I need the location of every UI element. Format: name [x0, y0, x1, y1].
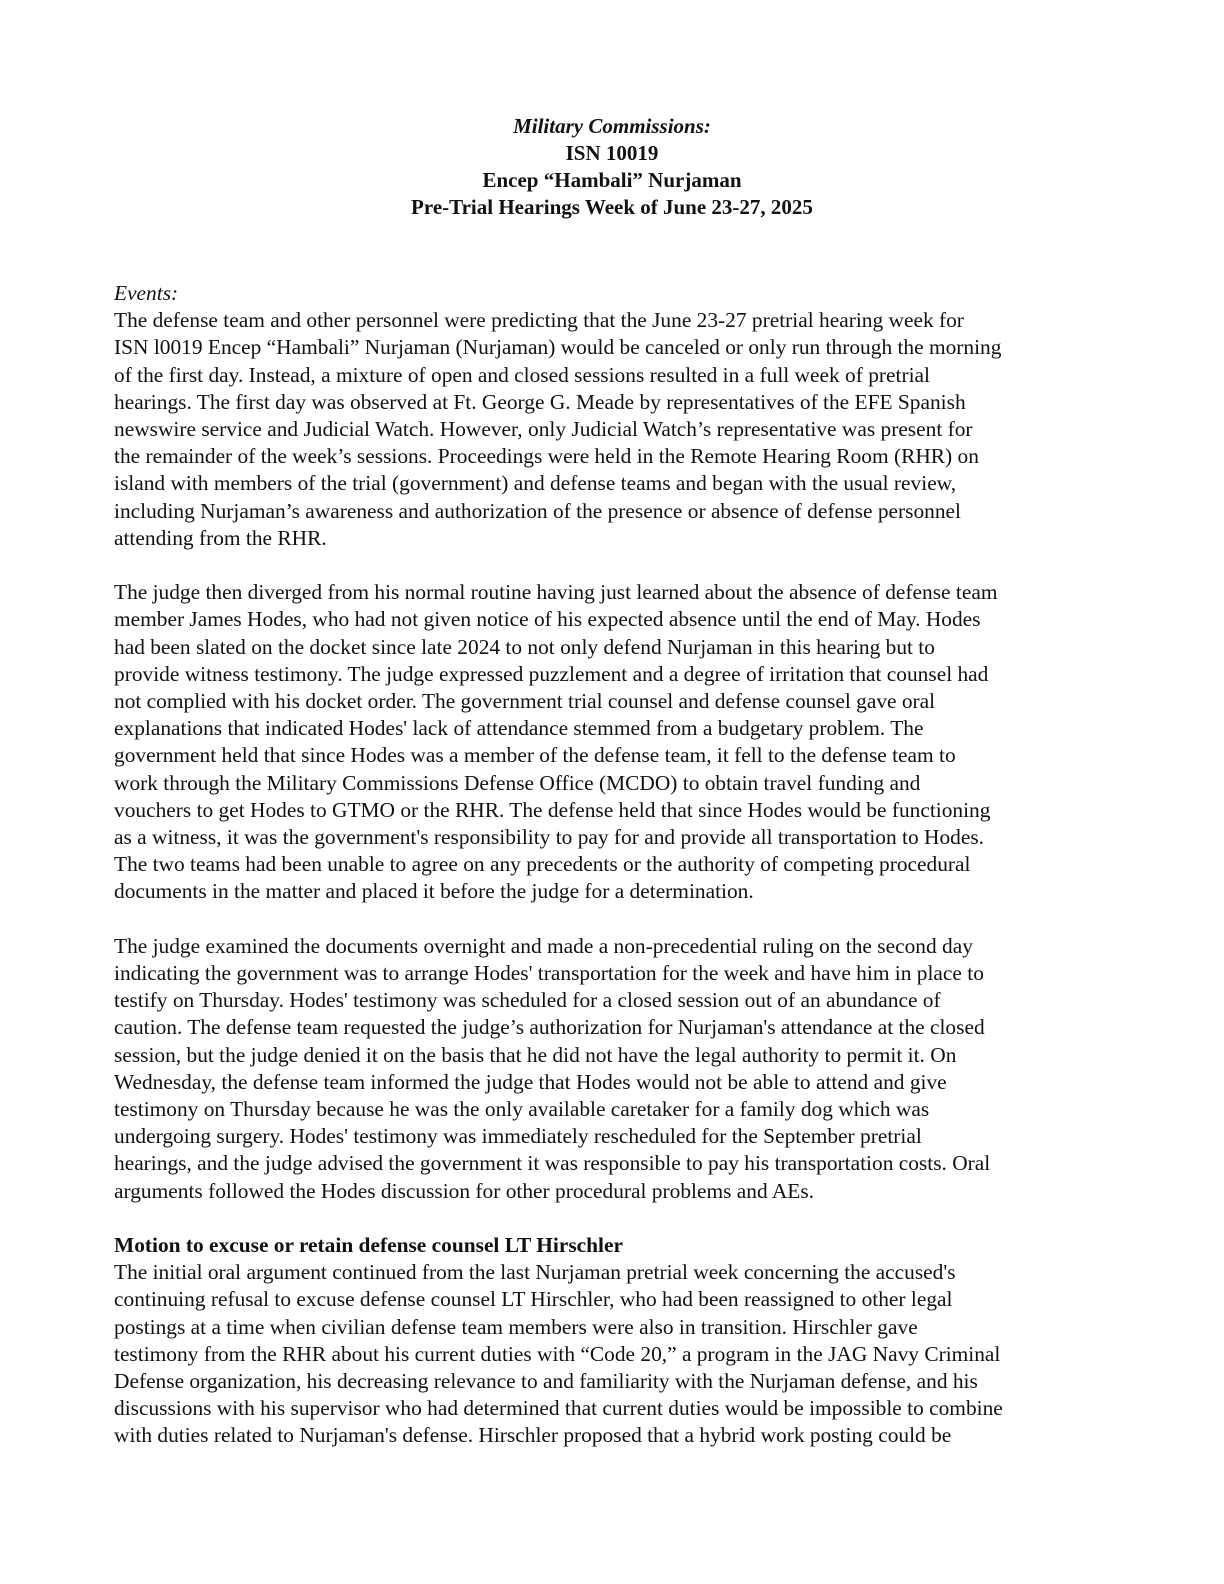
paragraph-line: had been slated on the docket since late 2024 to not only defend Nurjaman in this hearing but to — [114, 634, 935, 659]
paragraph-line: hearings. The first day was observed at Ft. George G. Meade by representatives of the EFE Spanish — [114, 389, 966, 414]
paragraph-line: with duties related to Nurjaman's defense. Hirschler proposed that a hybrid work posting could be — [114, 1423, 952, 1448]
header-line-2: ISN 10019 — [565, 141, 659, 165]
paragraph-line: explanations that indicated Hodes' lack of attendance stemmed from a budgetary problem. The — [114, 716, 924, 741]
paragraph-line: work through the Military Commissions Defense Office (MCDO) to obtain travel funding and — [114, 770, 921, 795]
document-body — [114, 280, 1114, 1450]
paragraph-line: The judge then diverged from his normal routine having just learned about the absence of defense team — [114, 580, 998, 605]
paragraph-line: postings at a time when civilian defense team members were also in transition. Hirschler gave — [114, 1314, 918, 1339]
paragraph-line: as a witness, it was the government's responsibility to pay for and provide all transportation to Hodes. — [114, 825, 985, 850]
paragraph-line: member James Hodes, who had not given notice of his expected absence until the end of May. Hodes — [114, 607, 981, 632]
paragraph-3 — [114, 933, 1114, 1205]
paragraph-gap — [114, 906, 1114, 933]
paragraph-line: testimony from the RHR about his current duties with “Code 20,” a program in the JAG Navy Criminal — [114, 1341, 1001, 1366]
paragraph-gap — [114, 1205, 1114, 1232]
paragraph-line: attending from the RHR. — [114, 525, 327, 550]
paragraph-line: of the first day. Instead, a mixture of open and closed sessions resulted in a full week of pretrial — [114, 362, 930, 387]
paragraph-line: ISN l0019 Encep “Hambali” Nurjaman (Nurjaman) would be canceled or only run through the morning — [114, 335, 1002, 360]
paragraph-line: undergoing surgery. Hodes' testimony was immediately rescheduled for the September pretrial — [114, 1124, 922, 1149]
paragraph-line: Defense organization, his decreasing relevance to and familiarity with the Nurjaman defense, and his — [114, 1369, 978, 1394]
paragraph-line: The two teams had been unable to agree on any precedents or the authority of competing procedural — [114, 852, 971, 877]
paragraph-line: arguments followed the Hodes discussion for other procedural problems and AEs. — [114, 1178, 814, 1203]
paragraph-line: indicating the government was to arrange Hodes' transportation for the week and have him in place to — [114, 961, 984, 986]
paragraph-gap — [114, 552, 1114, 579]
paragraph-line: including Nurjaman’s awareness and authorization of the presence or absence of defense personnel — [114, 498, 961, 523]
paragraph-line: continuing refusal to excuse defense counsel LT Hirschler, who had been reassigned to other legal — [114, 1287, 953, 1312]
paragraph-line: hearings, and the judge advised the government it was responsible to pay his transportation costs. Oral — [114, 1151, 991, 1176]
paragraph-line: The defense team and other personnel were predicting that the June 23-27 pretrial hearing week for — [114, 308, 964, 333]
paragraph-line: testimony on Thursday because he was the only available caretaker for a family dog which was — [114, 1097, 930, 1122]
paragraph-line: government held that since Hodes was a member of the defense team, it fell to the defense team to — [114, 743, 956, 768]
paragraph-line: caution. The defense team requested the judge’s authorization for Nurjaman's attendance at the closed — [114, 1015, 985, 1040]
events-label: Events: — [114, 281, 179, 305]
paragraph-line: Wednesday, the defense team informed the judge that Hodes would not be able to attend and give — [114, 1069, 947, 1094]
paragraph-1 — [114, 307, 1114, 552]
paragraph-line: newswire service and Judicial Watch. However, only Judicial Watch’s representative was present for — [114, 417, 973, 442]
section-heading: Motion to excuse or retain defense counsel LT Hirschler — [114, 1233, 623, 1258]
paragraph-line: The initial oral argument continued from the last Nurjaman pretrial week concerning the accused's — [114, 1260, 956, 1285]
header-line-1: Military Commissions: — [513, 114, 711, 138]
header-line-3: Encep “Hambali” Nurjaman — [482, 168, 742, 192]
paragraph-line: discussions with his supervisor who had determined that current duties would be impossible to combine — [114, 1396, 1003, 1421]
paragraph-line: not complied with his docket order. The government trial counsel and defense counsel gave oral — [114, 689, 936, 714]
paragraph-line: island with members of the trial (government) and defense teams and began with the usual review, — [114, 471, 957, 496]
paragraph-4 — [114, 1259, 1114, 1449]
paragraph-line: vouchers to get Hodes to GTMO or the RHR. The defense held that since Hodes would be functioning — [114, 797, 991, 822]
paragraph-line: The judge examined the documents overnight and made a non-precedential ruling on the second day — [114, 933, 973, 958]
paragraph-line: testify on Thursday. Hodes' testimony was scheduled for a closed session out of an abundance of — [114, 988, 941, 1013]
paragraph-line: the remainder of the week’s sessions. Proceedings were held in the Remote Hearing Room (RHR) on — [114, 444, 979, 469]
document-header — [0, 113, 1224, 221]
paragraph-line: documents in the matter and placed it before the judge for a determination. — [114, 879, 754, 904]
paragraph-line: session, but the judge denied it on the basis that he did not have the legal authority to permit it. On — [114, 1042, 957, 1067]
paragraph-line: provide witness testimony. The judge expressed puzzlement and a degree of irritation that counsel had — [114, 661, 989, 686]
header-line-4: Pre-Trial Hearings Week of June 23-27, 2025 — [411, 195, 813, 219]
paragraph-2 — [114, 579, 1114, 905]
